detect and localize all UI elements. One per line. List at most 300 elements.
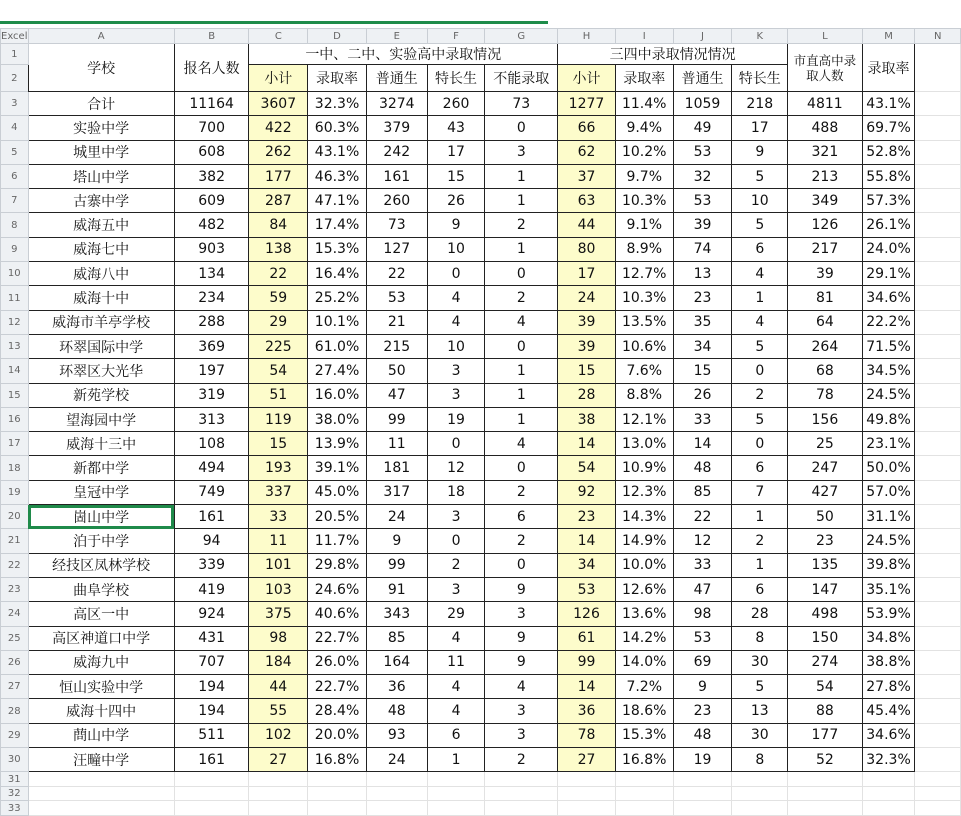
data-cell[interactable]: 264 [788, 334, 862, 358]
data-cell[interactable]: 11 [427, 650, 485, 674]
data-cell[interactable]: 15 [427, 164, 485, 188]
data-cell[interactable]: 427 [788, 480, 862, 504]
data-cell[interactable]: 2 [732, 383, 788, 407]
column-header-J[interactable]: J [673, 29, 732, 44]
data-cell[interactable]: 93 [366, 723, 427, 747]
row-number[interactable]: 10 [1, 262, 29, 286]
data-cell[interactable]: 24 [558, 286, 616, 310]
row-number[interactable]: 2 [1, 65, 29, 92]
data-cell[interactable]: 119 [249, 407, 308, 431]
data-cell[interactable]: 3274 [366, 92, 427, 116]
empty-cell[interactable] [732, 772, 788, 787]
data-cell[interactable]: 242 [366, 140, 427, 164]
data-cell[interactable]: 379 [366, 116, 427, 140]
data-cell[interactable]: 24 [366, 748, 427, 772]
row-number[interactable]: 17 [1, 432, 29, 456]
data-cell[interactable]: 1 [485, 407, 558, 431]
data-cell[interactable]: 5 [732, 213, 788, 237]
school-name-cell[interactable]: 古寨中学 [28, 189, 174, 213]
data-cell[interactable]: 10.6% [615, 334, 673, 358]
data-cell[interactable]: 184 [249, 650, 308, 674]
column-header-N[interactable]: N [915, 29, 961, 44]
data-cell[interactable]: 36 [558, 699, 616, 723]
data-cell[interactable]: 5 [732, 334, 788, 358]
data-cell[interactable]: 26 [673, 383, 732, 407]
data-cell[interactable]: 9 [485, 650, 558, 674]
data-cell[interactable]: 11 [366, 432, 427, 456]
data-cell[interactable]: 321 [788, 140, 862, 164]
empty-cell[interactable] [28, 772, 174, 787]
data-cell[interactable]: 24.5% [862, 383, 915, 407]
data-cell[interactable]: 50.0% [862, 456, 915, 480]
row-number[interactable]: 18 [1, 456, 29, 480]
data-cell[interactable]: 14.3% [615, 505, 673, 529]
data-cell[interactable]: 37 [558, 164, 616, 188]
data-cell[interactable]: 0 [485, 116, 558, 140]
data-cell[interactable]: 0 [427, 529, 485, 553]
school-name-cell[interactable]: 曲阜学校 [28, 577, 174, 601]
data-cell[interactable]: 317 [366, 480, 427, 504]
data-cell[interactable]: 3 [427, 577, 485, 601]
column-header-E[interactable]: E [366, 29, 427, 44]
data-cell[interactable]: 11.7% [308, 529, 367, 553]
data-cell[interactable]: 23 [788, 529, 862, 553]
data-cell[interactable]: 35 [673, 310, 732, 334]
data-cell[interactable]: 10.3% [615, 189, 673, 213]
data-cell[interactable]: 13.5% [615, 310, 673, 334]
data-cell[interactable]: 12.1% [615, 407, 673, 431]
empty-cell[interactable] [915, 334, 961, 358]
data-cell[interactable]: 14 [558, 432, 616, 456]
subheader-rate[interactable]: 录取率 [308, 65, 367, 92]
data-cell[interactable]: 1277 [558, 92, 616, 116]
empty-cell[interactable] [788, 801, 862, 816]
data-cell[interactable]: 12 [673, 529, 732, 553]
data-cell[interactable]: 17.4% [308, 213, 367, 237]
data-cell[interactable]: 7.2% [615, 675, 673, 699]
data-cell[interactable]: 5 [732, 675, 788, 699]
data-cell[interactable]: 20.5% [308, 505, 367, 529]
data-cell[interactable]: 1 [485, 359, 558, 383]
data-cell[interactable]: 14.2% [615, 626, 673, 650]
data-cell[interactable]: 3 [485, 602, 558, 626]
data-cell[interactable]: 34 [558, 553, 616, 577]
empty-cell[interactable] [249, 801, 308, 816]
data-cell[interactable]: 9 [485, 577, 558, 601]
data-cell[interactable]: 68 [788, 359, 862, 383]
data-cell[interactable]: 7.6% [615, 359, 673, 383]
data-cell[interactable]: 10 [427, 237, 485, 261]
data-cell[interactable]: 161 [366, 164, 427, 188]
data-cell[interactable]: 0 [485, 553, 558, 577]
school-name-cell[interactable]: 新苑学校 [28, 383, 174, 407]
data-cell[interactable]: 81 [788, 286, 862, 310]
row-number[interactable]: 9 [1, 237, 29, 261]
data-cell[interactable]: 1 [732, 553, 788, 577]
data-cell[interactable]: 45.0% [308, 480, 367, 504]
row-number[interactable]: 31 [1, 772, 29, 787]
data-cell[interactable]: 22 [366, 262, 427, 286]
data-cell[interactable]: 40.6% [308, 602, 367, 626]
row-number[interactable]: 11 [1, 286, 29, 310]
data-cell[interactable]: 2 [485, 529, 558, 553]
data-cell[interactable]: 53 [673, 626, 732, 650]
data-cell[interactable]: 1 [732, 505, 788, 529]
data-cell[interactable]: 1 [732, 286, 788, 310]
data-cell[interactable]: 197 [174, 359, 249, 383]
data-cell[interactable]: 609 [174, 189, 249, 213]
empty-cell[interactable] [308, 772, 367, 787]
data-cell[interactable]: 4 [732, 262, 788, 286]
row-number[interactable]: 22 [1, 553, 29, 577]
data-cell[interactable]: 12.6% [615, 577, 673, 601]
data-cell[interactable]: 2 [485, 213, 558, 237]
data-cell[interactable]: 161 [174, 748, 249, 772]
data-cell[interactable]: 181 [366, 456, 427, 480]
empty-cell[interactable] [915, 480, 961, 504]
data-cell[interactable]: 44 [249, 675, 308, 699]
school-name-cell[interactable]: 泊于中学 [28, 529, 174, 553]
data-cell[interactable]: 9.7% [615, 164, 673, 188]
row-number[interactable]: 23 [1, 577, 29, 601]
empty-cell[interactable] [615, 772, 673, 787]
data-cell[interactable]: 29.8% [308, 553, 367, 577]
data-cell[interactable]: 138 [249, 237, 308, 261]
data-cell[interactable]: 7 [732, 480, 788, 504]
data-cell[interactable]: 218 [732, 92, 788, 116]
data-cell[interactable]: 194 [174, 675, 249, 699]
data-cell[interactable]: 1 [485, 164, 558, 188]
data-cell[interactable]: 21 [366, 310, 427, 334]
data-cell[interactable]: 69 [673, 650, 732, 674]
data-cell[interactable]: 6 [427, 723, 485, 747]
empty-cell[interactable] [673, 772, 732, 787]
subheader-not-admitted[interactable]: 不能录取 [485, 65, 558, 92]
school-name-cell[interactable]: 望海园中学 [28, 407, 174, 431]
row-number[interactable]: 7 [1, 189, 29, 213]
school-name-cell[interactable]: 高区神道口中学 [28, 626, 174, 650]
data-cell[interactable]: 4 [427, 310, 485, 334]
data-cell[interactable]: 10.9% [615, 456, 673, 480]
data-cell[interactable]: 57.0% [862, 480, 915, 504]
empty-cell[interactable] [915, 723, 961, 747]
data-cell[interactable]: 3 [485, 723, 558, 747]
column-header-D[interactable]: D [308, 29, 367, 44]
data-cell[interactable]: 33 [249, 505, 308, 529]
empty-cell[interactable] [862, 801, 915, 816]
empty-cell[interactable] [915, 786, 961, 801]
data-cell[interactable]: 0 [485, 334, 558, 358]
data-cell[interactable]: 1059 [673, 92, 732, 116]
empty-cell[interactable] [915, 772, 961, 787]
data-cell[interactable]: 0 [732, 432, 788, 456]
subheader-regular[interactable]: 普通生 [366, 65, 427, 92]
data-cell[interactable]: 177 [788, 723, 862, 747]
empty-cell[interactable] [366, 772, 427, 787]
data-cell[interactable]: 26.1% [862, 213, 915, 237]
data-cell[interactable]: 4 [427, 626, 485, 650]
data-cell[interactable]: 150 [788, 626, 862, 650]
data-cell[interactable]: 20.0% [308, 723, 367, 747]
data-cell[interactable]: 375 [249, 602, 308, 626]
data-cell[interactable]: 39 [788, 262, 862, 286]
data-cell[interactable]: 19 [673, 748, 732, 772]
data-cell[interactable]: 14.0% [615, 650, 673, 674]
empty-cell[interactable] [915, 748, 961, 772]
data-cell[interactable]: 66 [558, 116, 616, 140]
empty-cell[interactable] [915, 140, 961, 164]
data-cell[interactable]: 54 [558, 456, 616, 480]
data-cell[interactable]: 61 [558, 626, 616, 650]
data-cell[interactable]: 260 [366, 189, 427, 213]
data-cell[interactable]: 55 [249, 699, 308, 723]
empty-cell[interactable] [558, 786, 616, 801]
data-cell[interactable]: 2 [485, 480, 558, 504]
row-number[interactable]: 32 [1, 786, 29, 801]
data-cell[interactable]: 24.6% [308, 577, 367, 601]
data-cell[interactable]: 85 [673, 480, 732, 504]
empty-cell[interactable] [485, 772, 558, 787]
data-cell[interactable]: 482 [174, 213, 249, 237]
school-name-cell[interactable]: 威海九中 [28, 650, 174, 674]
empty-cell[interactable] [249, 786, 308, 801]
data-cell[interactable]: 127 [366, 237, 427, 261]
data-cell[interactable]: 53 [673, 189, 732, 213]
subheader-subtotal[interactable]: 小计 [558, 65, 616, 92]
data-cell[interactable]: 13.9% [308, 432, 367, 456]
column-header-G[interactable]: G [485, 29, 558, 44]
column-header-M[interactable]: M [862, 29, 915, 44]
data-cell[interactable]: 64 [788, 310, 862, 334]
data-cell[interactable]: 193 [249, 456, 308, 480]
data-cell[interactable]: 6 [485, 505, 558, 529]
data-cell[interactable]: 108 [174, 432, 249, 456]
data-cell[interactable]: 9 [732, 140, 788, 164]
data-cell[interactable]: 49.8% [862, 407, 915, 431]
data-cell[interactable]: 71.5% [862, 334, 915, 358]
data-cell[interactable]: 22.7% [308, 675, 367, 699]
data-cell[interactable]: 0 [427, 262, 485, 286]
data-cell[interactable]: 0 [732, 359, 788, 383]
data-cell[interactable]: 9 [485, 626, 558, 650]
data-cell[interactable]: 55.8% [862, 164, 915, 188]
data-cell[interactable]: 34.5% [862, 359, 915, 383]
data-cell[interactable]: 103 [249, 577, 308, 601]
data-cell[interactable]: 234 [174, 286, 249, 310]
empty-cell[interactable] [862, 786, 915, 801]
data-cell[interactable]: 2 [427, 553, 485, 577]
data-cell[interactable]: 99 [558, 650, 616, 674]
empty-cell[interactable] [915, 92, 961, 116]
data-cell[interactable]: 156 [788, 407, 862, 431]
data-cell[interactable]: 6 [732, 577, 788, 601]
data-cell[interactable]: 13.6% [615, 602, 673, 626]
data-cell[interactable]: 24.0% [862, 237, 915, 261]
data-cell[interactable]: 57.3% [862, 189, 915, 213]
data-cell[interactable]: 13 [732, 699, 788, 723]
empty-cell[interactable] [427, 801, 485, 816]
data-cell[interactable]: 15.3% [308, 237, 367, 261]
data-cell[interactable]: 24 [366, 505, 427, 529]
data-cell[interactable]: 422 [249, 116, 308, 140]
school-name-cell[interactable]: 经技区凤林学校 [28, 553, 174, 577]
data-cell[interactable]: 43 [427, 116, 485, 140]
row-number[interactable]: 28 [1, 699, 29, 723]
empty-cell[interactable] [366, 801, 427, 816]
data-cell[interactable]: 102 [249, 723, 308, 747]
data-cell[interactable]: 28 [558, 383, 616, 407]
data-cell[interactable]: 319 [174, 383, 249, 407]
data-cell[interactable]: 98 [673, 602, 732, 626]
data-cell[interactable]: 36 [366, 675, 427, 699]
data-cell[interactable]: 29 [427, 602, 485, 626]
school-name-cell[interactable]: 高区一中 [28, 602, 174, 626]
data-cell[interactable]: 16.4% [308, 262, 367, 286]
data-cell[interactable]: 217 [788, 237, 862, 261]
column-header-I[interactable]: I [615, 29, 673, 44]
data-cell[interactable]: 5 [732, 407, 788, 431]
data-cell[interactable]: 23 [558, 505, 616, 529]
data-cell[interactable]: 38.8% [862, 650, 915, 674]
data-cell[interactable]: 32.3% [862, 748, 915, 772]
empty-cell[interactable] [558, 801, 616, 816]
data-cell[interactable]: 164 [366, 650, 427, 674]
data-cell[interactable]: 25 [788, 432, 862, 456]
data-cell[interactable]: 262 [249, 140, 308, 164]
school-name-cell[interactable]: 塔山中学 [28, 164, 174, 188]
column-header-H[interactable]: H [558, 29, 616, 44]
row-number[interactable]: 5 [1, 140, 29, 164]
data-cell[interactable]: 44 [558, 213, 616, 237]
data-cell[interactable]: 10 [732, 189, 788, 213]
data-cell[interactable]: 247 [788, 456, 862, 480]
data-cell[interactable]: 13.0% [615, 432, 673, 456]
data-cell[interactable]: 225 [249, 334, 308, 358]
empty-cell[interactable] [915, 407, 961, 431]
empty-cell[interactable] [485, 801, 558, 816]
empty-cell[interactable] [174, 772, 249, 787]
row-number[interactable]: 29 [1, 723, 29, 747]
empty-cell[interactable] [249, 772, 308, 787]
data-cell[interactable]: 339 [174, 553, 249, 577]
data-cell[interactable]: 4 [485, 675, 558, 699]
header-school[interactable]: 学校 [28, 44, 174, 92]
data-cell[interactable]: 700 [174, 116, 249, 140]
data-cell[interactable]: 53.9% [862, 602, 915, 626]
data-cell[interactable]: 15 [249, 432, 308, 456]
empty-cell[interactable] [915, 359, 961, 383]
data-cell[interactable]: 53 [558, 577, 616, 601]
school-name-cell[interactable]: 新都中学 [28, 456, 174, 480]
data-cell[interactable]: 32.3% [308, 92, 367, 116]
data-cell[interactable]: 60.3% [308, 116, 367, 140]
data-cell[interactable]: 14.9% [615, 529, 673, 553]
data-cell[interactable]: 39.8% [862, 553, 915, 577]
data-cell[interactable]: 99 [366, 553, 427, 577]
data-cell[interactable]: 54 [249, 359, 308, 383]
empty-cell[interactable] [427, 772, 485, 787]
data-cell[interactable]: 6 [732, 456, 788, 480]
data-cell[interactable]: 12.7% [615, 262, 673, 286]
data-cell[interactable]: 10.0% [615, 553, 673, 577]
data-cell[interactable]: 38.0% [308, 407, 367, 431]
data-cell[interactable]: 10.1% [308, 310, 367, 334]
row-number[interactable]: 19 [1, 480, 29, 504]
data-cell[interactable]: 13 [673, 262, 732, 286]
data-cell[interactable]: 3 [427, 505, 485, 529]
subheader-regular[interactable]: 普通生 [673, 65, 732, 92]
data-cell[interactable]: 382 [174, 164, 249, 188]
data-cell[interactable]: 59 [249, 286, 308, 310]
row-number[interactable]: 25 [1, 626, 29, 650]
data-cell[interactable]: 707 [174, 650, 249, 674]
data-cell[interactable]: 39 [673, 213, 732, 237]
data-cell[interactable]: 15 [673, 359, 732, 383]
data-cell[interactable]: 43.1% [862, 92, 915, 116]
corner-label[interactable]: Excel [1, 30, 28, 42]
data-cell[interactable]: 48 [673, 723, 732, 747]
data-cell[interactable]: 17 [732, 116, 788, 140]
empty-cell[interactable] [308, 786, 367, 801]
data-cell[interactable]: 30 [732, 650, 788, 674]
data-cell[interactable]: 3 [427, 383, 485, 407]
data-cell[interactable]: 498 [788, 602, 862, 626]
empty-cell[interactable] [915, 262, 961, 286]
data-cell[interactable]: 0 [427, 432, 485, 456]
data-cell[interactable]: 29.1% [862, 262, 915, 286]
data-cell[interactable]: 3607 [249, 92, 308, 116]
empty-cell[interactable] [788, 786, 862, 801]
row-number[interactable]: 27 [1, 675, 29, 699]
school-name-cell[interactable]: 威海市羊亭学校 [28, 310, 174, 334]
data-cell[interactable]: 10 [427, 334, 485, 358]
data-cell[interactable]: 11164 [174, 92, 249, 116]
data-cell[interactable]: 51 [249, 383, 308, 407]
data-cell[interactable]: 78 [558, 723, 616, 747]
data-cell[interactable]: 161 [174, 505, 249, 529]
row-number[interactable]: 4 [1, 116, 29, 140]
data-cell[interactable]: 26 [427, 189, 485, 213]
empty-cell[interactable] [915, 505, 961, 529]
empty-cell[interactable] [732, 786, 788, 801]
data-cell[interactable]: 30 [732, 723, 788, 747]
data-cell[interactable]: 34 [673, 334, 732, 358]
data-cell[interactable]: 53 [366, 286, 427, 310]
school-name-cell[interactable]: 崮山中学 [28, 505, 174, 529]
data-cell[interactable]: 69.7% [862, 116, 915, 140]
data-cell[interactable]: 45.4% [862, 699, 915, 723]
data-cell[interactable]: 134 [174, 262, 249, 286]
data-cell[interactable]: 6 [732, 237, 788, 261]
empty-cell[interactable] [788, 772, 862, 787]
school-name-cell[interactable]: 威海七中 [28, 237, 174, 261]
empty-cell[interactable] [308, 801, 367, 816]
data-cell[interactable]: 23 [673, 286, 732, 310]
column-header-C[interactable]: C [249, 29, 308, 44]
empty-cell[interactable] [915, 553, 961, 577]
data-cell[interactable]: 32 [673, 164, 732, 188]
data-cell[interactable]: 80 [558, 237, 616, 261]
empty-cell[interactable] [862, 772, 915, 787]
row-number[interactable]: 3 [1, 92, 29, 116]
empty-cell[interactable] [485, 786, 558, 801]
data-cell[interactable]: 8.8% [615, 383, 673, 407]
data-cell[interactable]: 98 [249, 626, 308, 650]
data-cell[interactable]: 194 [174, 699, 249, 723]
empty-cell[interactable] [915, 44, 961, 92]
data-cell[interactable]: 488 [788, 116, 862, 140]
data-cell[interactable]: 19 [427, 407, 485, 431]
